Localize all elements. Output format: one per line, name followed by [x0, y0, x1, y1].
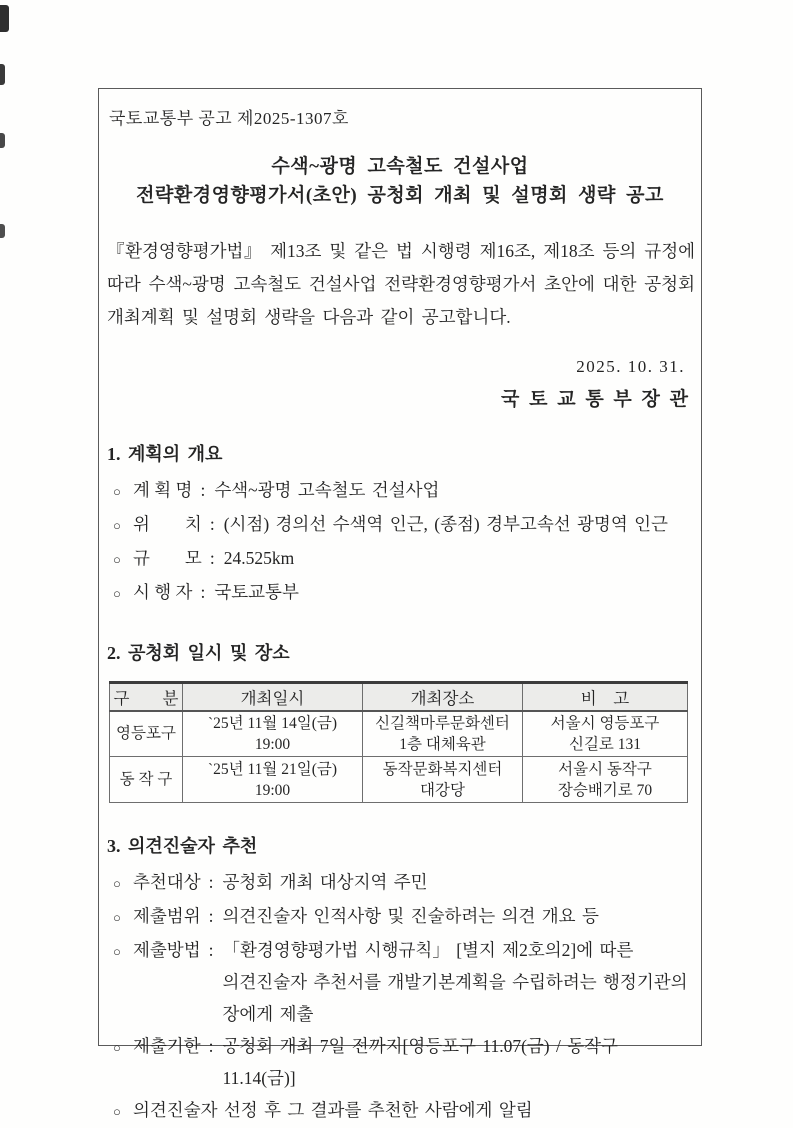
scan-edge-mark [0, 5, 9, 32]
notice-number: 국토교통부 공고 제2025-1307호 [109, 109, 349, 128]
item-value: 국토교통부 [214, 582, 299, 602]
plan-name-item [113, 474, 695, 508]
district-cell [110, 757, 183, 803]
item-colon: : [208, 872, 214, 892]
section2-heading: 2. 공청회 일시 및 장소 [107, 643, 290, 663]
document-border-frame [98, 88, 702, 1120]
district-text: 동 작 구 [119, 771, 173, 788]
scan-edge-mark [0, 133, 5, 148]
title-line-1: 수색~광명 고속철도 건설사업 [271, 156, 529, 177]
bullet-icon: ○ [113, 944, 121, 959]
bullet-icon: ○ [113, 876, 121, 891]
item-colon: : [200, 480, 206, 500]
scale-item [113, 542, 695, 576]
section1-heading: 1. 계획의 개요 [107, 444, 223, 464]
recommend-target-item [113, 866, 695, 900]
bullet-icon: ○ [113, 484, 121, 499]
item-value: 의견진술자 인적사항 및 진술하려는 의견 개요 등 [222, 906, 599, 926]
section1-items [99, 474, 701, 610]
place-cell [363, 757, 523, 803]
item-value: 24.525km [223, 548, 295, 568]
col-header-datetime: 개최일시 [183, 683, 363, 711]
col-header-district: 구 분 [110, 683, 183, 711]
note-line1: 서울시 영등포구 [550, 714, 660, 732]
announcement-date: 2025. 10. 31. [576, 357, 685, 376]
datetime-line1: `25년 11월 21일(금) [207, 760, 338, 778]
district-text: 영등포구 [116, 725, 176, 743]
item-value: 수색~광명 고속철도 건설사업 [214, 480, 440, 500]
notify-result-item [113, 1094, 695, 1128]
location-item [113, 508, 695, 542]
scan-edge-mark [0, 64, 5, 85]
place-line1: 동작문화복지센터 [382, 760, 503, 778]
item-label: 계 획 명 [133, 480, 193, 500]
item-value: 의견진술자 선정 후 그 결과를 추천한 사람에게 알림 [133, 1100, 533, 1120]
item-label: 시 행 자 [133, 582, 193, 602]
district-cell [110, 711, 183, 757]
item-colon: : [209, 548, 215, 568]
item-colon: : [209, 514, 215, 534]
item-colon: : [208, 906, 214, 926]
intro-paragraph: 『환경영향평가법』 제13조 및 같은 법 시행령 제16조, 제18조 등의 규정에 따라 수색~광명 고속철도 건설사업 전략환경영향평가서 초안에 대한 공청회 개최계획 및 설명회 생략을 다음과 같이 공고합니다. [107, 241, 695, 327]
note-line2: 신길로 131 [568, 735, 642, 753]
note-line2: 장승배기로 70 [557, 781, 653, 799]
title-line-2: 전략환경영향평가서(초안) 공청회 개최 및 설명회 생략 공고 [136, 185, 664, 206]
table-row [110, 757, 688, 803]
datetime-line1: `25년 11월 14일(금) [207, 714, 338, 732]
hearing-schedule-table [109, 681, 688, 803]
issuer-minister: 국 토 교 통 부 장 관 [501, 389, 688, 410]
implementer-item [113, 576, 695, 610]
bullet-icon: ○ [113, 518, 121, 533]
item-colon: : [200, 582, 206, 602]
submit-deadline-item [113, 1030, 695, 1094]
place-line2: 1층 대체육관 [399, 735, 486, 753]
datetime-cell [183, 757, 363, 803]
submit-scope-item [113, 900, 695, 934]
document-title [99, 152, 701, 210]
note-line1: 서울시 동작구 [558, 760, 652, 778]
submit-method-item [113, 934, 695, 1030]
scan-edge-mark [0, 224, 5, 238]
item-colon: : [208, 940, 214, 960]
datetime-line2: 19:00 [254, 781, 291, 799]
section3-items [99, 866, 701, 1128]
place-line1: 신길책마루문화센터 [375, 714, 510, 732]
note-cell [523, 757, 688, 803]
datetime-cell [183, 711, 363, 757]
item-label: 위 치 [133, 514, 202, 534]
item-label: 규 모 [133, 548, 202, 568]
col-header-note: 비 고 [523, 683, 688, 711]
item-label: 제출방법 [133, 940, 201, 960]
place-cell [363, 711, 523, 757]
bullet-icon: ○ [113, 1040, 121, 1055]
bullet-icon: ○ [113, 1104, 121, 1119]
table-row [110, 711, 688, 757]
note-cell [523, 711, 688, 757]
item-value: 「환경영향평가법 시행규칙」 [별지 제2호의2]에 따른 의견진술자 추천서를 개발기본계획을 수립하려는 행정기관의 장에게 제출 [222, 940, 688, 1024]
item-label: 제출범위 [133, 906, 201, 926]
bullet-icon: ○ [113, 552, 121, 567]
item-value: 공청회 개최 대상지역 주민 [222, 872, 428, 892]
item-label: 제출기한 [133, 1036, 201, 1056]
item-value: 공청회 개최 7일 전까지[영등포구 11.07(금) / 동작구 11.14(금)] [222, 1036, 618, 1088]
table-header-row [110, 683, 688, 711]
datetime-line2: 19:00 [254, 735, 291, 753]
place-line2: 대강당 [420, 781, 465, 799]
bullet-icon: ○ [113, 586, 121, 601]
item-colon: : [208, 1036, 214, 1056]
item-value: (시점) 경의선 수색역 인근, (종점) 경부고속선 광명역 인근 [223, 514, 668, 534]
bullet-icon: ○ [113, 910, 121, 925]
item-label: 추천대상 [133, 872, 201, 892]
col-header-place: 개최장소 [363, 683, 523, 711]
section3-heading: 3. 의견진술자 추천 [107, 836, 258, 856]
